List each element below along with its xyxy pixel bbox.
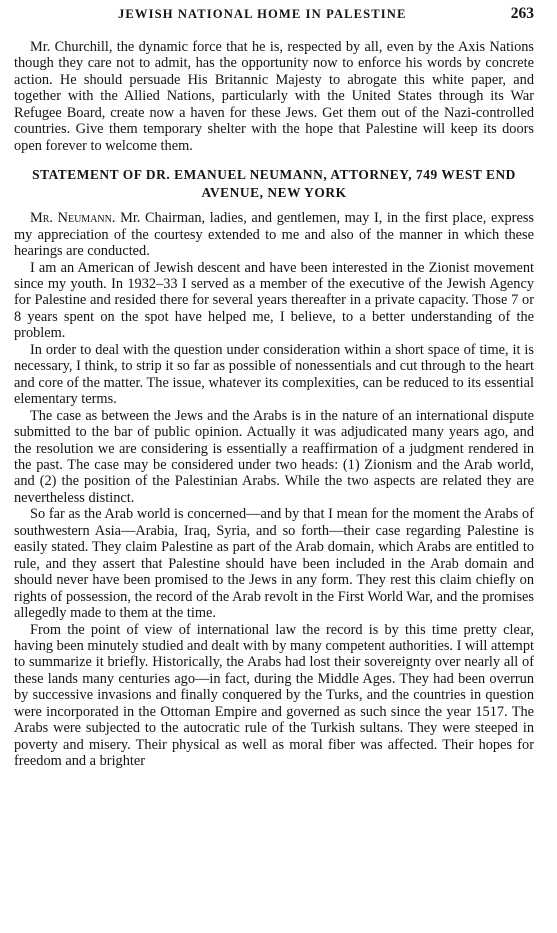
speaker-name: Mr. Neumann. [30,210,116,227]
statement-paragraph: I am an American of Jewish descent and have been interested in the Zionist movement since my youth. In 1932–33 I served as a member of the executive of the Jewish Agency for Palestine and resided there for several years thereafter in a private capacity. Those 7 or 8 years spent on the spot have helped me, I believe, to a better understanding of the problem. [14,259,534,342]
running-title: JEWISH NATIONAL HOME IN PALESTINE [118,7,407,21]
statement-paragraph: In order to deal with the question under consideration within a short space of time, it is necessary, I think, to strip it so far as possible of nonessentials and cut through to the heart and core of the matter. The issue, whatever its complexities, can be reduced to its essential elementary terms. [14,341,534,408]
statement-first-paragraph [14,210,534,259]
statement-paragraph: So far as the Arab world is concerned—and by that I mean for the moment the Arabs of southwestern Asia—Arabia, Iraq, Syria, and so forth—their case regarding Palestine is easily stated. They claim Palestine as part of the Arab domain, which Arabs are entitled to rule, and they assert that Palestine should have been included in the Arab domain and should never have been promised to the Jews in any form. They rest this claim chiefly on rights of possession, the record of the Arab revolt in the First World War, and the promises allegedly made to them at the time. [14,506,534,622]
statement-first-paragraph-text: Mr. Chairman, ladies, and gentlemen, may I, in the first place, express my appreciation of the courtesy extended to me and also of the manner in which these hearings are conducted. [14,210,534,260]
page-number: 263 [510,5,534,22]
statement-paragraph: From the point of view of international law the record is by this time pretty clear, having been minutely studied and dealt with by many competent authorities. I will attempt to summarize it briefly. Historically, the Arabs had lost their sovereignty over nearly all of these lands many centuries ago—in fact, during the Middle Ages. They had been overrun by successive invasions and finally conquered by the Turks, and the countries in question were incorporated in the Ottoman Empire and governed as such since the year 1517. The Arabs were subjected to the autocratic rule of the Turkish sultans. They were steeped in poverty and misery. Their physical as well as moral fiber was affected. Their hopes for freedom and a brighter [14,621,534,770]
statement-heading: STATEMENT OF DR. EMANUEL NEUMANN, ATTORNEY, 749 WEST END AVENUE, NEW YORK [32,167,516,201]
opening-paragraph: Mr. Churchill, the dynamic force that he is, respected by all, even by the Axis Nations though they care not to admit, has the opportunity now to enforce his words by concrete action. He should persuade His Britannic Majesty to abrogate this white paper, and together with the Allied Nations, particularly with the United States through its War Refugee Board, create now a haven for these Jews. Get them out of the Nazi-controlled countries. Give them temporary shelter with the hope that Palestine will keep its doors open forever to welcome them. [14,39,534,154]
running-header [14,0,534,30]
page-body [14,39,534,770]
statement-paragraph: The case as between the Jews and the Arabs is in the nature of an international dispute submitted to the bar of public opinion. Actually it was adjudicated many years ago, and the resolution we are considering is essentially a reaffirmation of a judgment rendered in the past. The case may be considered under two heads: (1) Zionism and the Arab world, and (2) the position of the Palestinian Arabs. While the two aspects are related they are nevertheless distinct. [14,407,534,506]
